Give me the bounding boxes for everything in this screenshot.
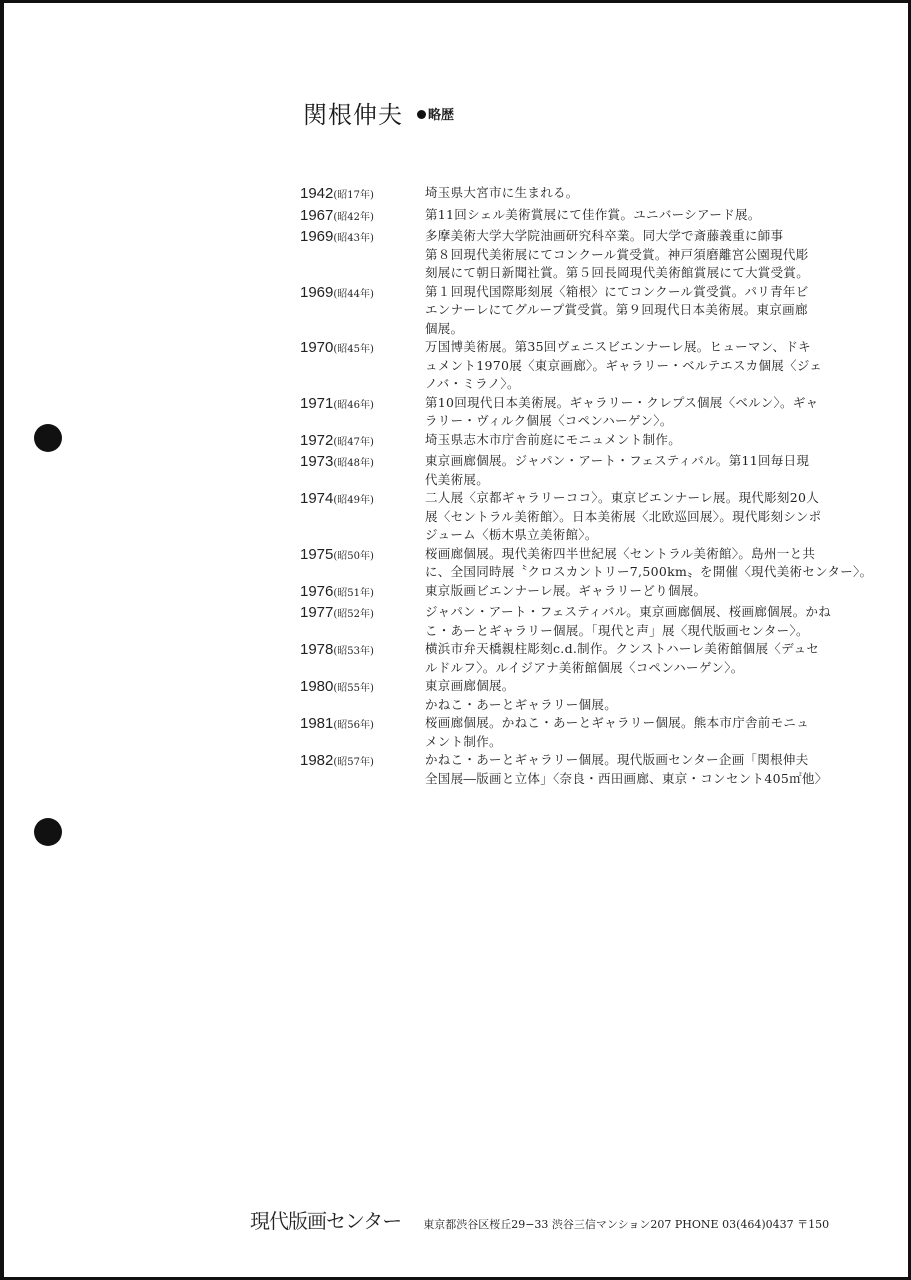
bullet-icon — [417, 110, 426, 119]
entry-year-cell — [300, 677, 425, 714]
bio-entry — [300, 227, 860, 283]
entry-year-cell — [300, 227, 425, 283]
entry-year: 1942 — [300, 185, 334, 202]
entry-line: 埼玉県志木市庁舎前庭にモニュメント制作。 — [425, 431, 682, 447]
entry-era: (昭47年) — [333, 436, 374, 448]
entry-era: (昭42年) — [333, 211, 374, 223]
entry-line: 桜画廊個展。現代美術四半世紀展〈セントラル美術館〉。島州一と共 — [425, 545, 816, 561]
entry-line: 第１回現代国際彫刻展〈箱根〉にてコンクール賞受賞。パリ青年ビ — [425, 283, 809, 299]
bio-entry — [300, 206, 860, 228]
entry-era: (昭57年) — [333, 757, 374, 768]
entry-line: 万国博美術展。第35回ヴェニスビエンナーレ展。ヒューマン、ドキ — [425, 339, 811, 354]
entry-line: こ・あーとギャラリー個展。「現代と声」展〈現代版画センター〉。 — [425, 622, 809, 638]
entry-year: 1978 — [300, 641, 334, 658]
section-label: 略歴 — [417, 104, 454, 123]
entry-era: (昭46年) — [333, 399, 374, 411]
entry-era: (昭55年) — [333, 683, 374, 694]
entry-year: 1971 — [300, 394, 334, 412]
entry-line: かねこ・あーとギャラリー個展。 — [425, 696, 618, 712]
entry-year-cell — [300, 489, 425, 545]
entry-line: 桜画廊個展。かねこ・あーとギャラリー個展。熊本市庁舎前モニュ — [425, 715, 810, 730]
entry-year-cell — [300, 184, 425, 206]
entry-era: (昭51年) — [333, 587, 374, 599]
bio-entry — [300, 489, 860, 545]
entry-era: (昭53年) — [333, 646, 374, 657]
bio-entry — [300, 283, 860, 339]
entry-text — [425, 394, 818, 431]
bio-entry — [300, 640, 860, 677]
footer — [250, 1205, 829, 1234]
bio-entry — [300, 394, 860, 431]
entry-line: 埼玉県大宮市に生まれる。 — [425, 185, 579, 200]
bio-entry — [300, 677, 860, 714]
entry-text — [425, 603, 831, 640]
entry-text — [425, 283, 809, 339]
entry-year-cell — [300, 206, 425, 228]
entry-text — [425, 489, 821, 545]
bio-entry — [300, 545, 873, 582]
entry-year: 1981 — [300, 715, 334, 732]
entry-year-cell — [300, 603, 425, 640]
entry-year-cell — [300, 431, 425, 453]
entry-line: 個展。 — [425, 320, 464, 336]
entry-year-cell — [300, 283, 425, 339]
entry-line: ュメント1970展〈東京画廊〉。ギャラリー・ベルテエスカ個展〈ジェ — [425, 357, 823, 373]
entry-line: ラリー・ヴィルク個展〈コペンハーゲン〉。 — [425, 413, 673, 428]
entry-text — [425, 582, 706, 604]
publisher-address: 東京都渋谷区桜丘29−33 渋谷三信マンション207 PHONE 03(464)0437 〒150 — [423, 1218, 830, 1231]
entry-era: (昭48年) — [333, 458, 374, 469]
entry-text — [425, 452, 809, 489]
entry-year: 1980 — [300, 678, 334, 695]
entry-year: 1972 — [300, 431, 334, 449]
entry-year: 1982 — [300, 752, 334, 769]
entry-text — [425, 714, 809, 751]
entry-text — [425, 545, 872, 582]
entry-text — [425, 338, 822, 394]
entry-year: 1976 — [300, 582, 334, 600]
entry-text — [425, 227, 809, 283]
entry-year: 1969 — [300, 228, 334, 245]
entry-year-cell — [300, 394, 425, 431]
artist-name: 関根伸夫 — [303, 101, 403, 129]
entry-era: (昭44年) — [333, 288, 374, 300]
entry-era: (昭45年) — [333, 344, 374, 355]
entry-year: 1973 — [300, 453, 334, 470]
entry-year-cell — [300, 582, 425, 604]
entry-line: 代美術展。 — [425, 471, 490, 487]
entry-line: 東京版画ビエンナーレ展。ギャラリーどり個展。 — [425, 582, 707, 598]
entry-text — [425, 184, 579, 206]
entry-line: 東京画廊個展。 — [425, 678, 515, 693]
entry-line: メント制作。 — [425, 733, 502, 749]
entry-year: 1967 — [300, 206, 334, 224]
bio-entry — [300, 184, 860, 206]
biography-list — [300, 184, 873, 788]
bio-entry — [300, 431, 860, 453]
entry-line: 展〈セントラル美術館〉。日本美術展〈北欧巡回展〉。現代彫刻シンポ — [425, 508, 822, 524]
entry-text — [425, 206, 761, 228]
publisher-logo: 現代版画センター — [250, 1209, 402, 1233]
entry-line: 二人展〈京都ギャラリーココ〉。東京ビエンナーレ展。現代彫刻20人 — [425, 490, 820, 505]
entry-year-cell — [300, 452, 425, 489]
entry-line: ノバ・ミラノ〉。 — [425, 376, 520, 391]
entry-line: 横浜市弁天橋親柱彫刻c.d.制作。クンストハーレ美術館個展〈デュセ — [425, 641, 820, 656]
entry-year: 1970 — [300, 339, 334, 356]
bio-entry — [300, 338, 860, 394]
bio-entry — [300, 714, 860, 751]
entry-line: 全国展―版画と立体」〈奈良・西田画廊、東京・コンセント405㎡他〉 — [425, 770, 828, 786]
entry-line: 第10回現代日本美術展。ギャラリー・クレプス個展〈ベルン〉。ギャ — [425, 394, 819, 410]
entry-year-cell — [300, 640, 425, 677]
entry-year-cell — [300, 751, 425, 788]
bio-entry — [300, 603, 860, 640]
bio-entry — [300, 452, 860, 489]
punch-hole — [34, 818, 62, 846]
entry-year: 1974 — [300, 490, 334, 507]
entry-line: 刻展にて朝日新聞社賞。第５回長岡現代美術館賞展にて大賞受賞。 — [425, 265, 810, 280]
entry-text — [425, 431, 681, 453]
entry-line: ジューム〈栃木県立美術館〉。 — [425, 527, 598, 542]
entry-year: 1975 — [300, 545, 334, 563]
entry-line: 東京画廊個展。ジャパン・アート・フェスティバル。第11回毎日現 — [425, 453, 810, 468]
entry-era: (昭52年) — [333, 609, 374, 620]
entry-line: かねこ・あーとギャラリー個展。現代版画センター企画「関根伸夫 — [425, 752, 809, 767]
punch-hole — [34, 424, 62, 452]
entry-era: (昭43年) — [333, 233, 374, 244]
entry-era: (昭50年) — [333, 550, 374, 562]
entry-era: (昭56年) — [333, 720, 374, 731]
entry-line: ルドルフ〉。ルイジアナ美術館個展〈コペンハーゲン〉。 — [425, 659, 744, 675]
entry-line: 第８回現代美術展にてコンクール賞受賞。神戸須磨離宮公園現代彫 — [425, 246, 809, 262]
entry-year-cell — [300, 545, 425, 582]
bio-entry — [300, 582, 860, 604]
entry-year: 1969 — [300, 283, 334, 301]
entry-era: (昭17年) — [333, 190, 374, 201]
entry-year-cell — [300, 714, 425, 751]
entry-year: 1977 — [300, 604, 334, 621]
entry-line: ジャパン・アート・フェスティバル。東京画廊個展、桜画廊個展。かね — [425, 604, 832, 619]
entry-text — [425, 677, 617, 714]
bio-entry — [300, 751, 860, 788]
entry-line: に、全国同時展〝クロスカントリー7,500km〟を開催〈現代美術センター〉。 — [425, 564, 873, 579]
entry-text — [425, 640, 819, 677]
entry-year-cell — [300, 338, 425, 394]
entry-line: 第11回シェル美術賞展にて佳作賞。ユニバーシアード展。 — [425, 206, 761, 222]
entry-line: 多摩美術大学大学院油画研究科卒業。同大学で斎藤義重に師事 — [425, 228, 784, 243]
entry-text — [425, 751, 828, 788]
entry-era: (昭49年) — [333, 495, 374, 506]
entry-line: エンナーレにてグループ賞受賞。第９回現代日本美術展。東京画廊 — [425, 302, 808, 317]
